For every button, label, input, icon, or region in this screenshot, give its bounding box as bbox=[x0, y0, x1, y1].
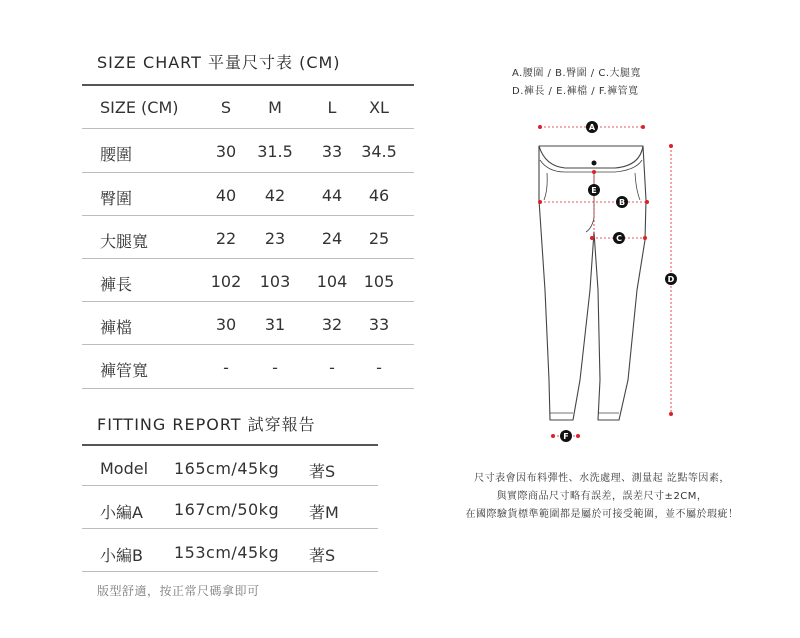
row-label-leg-opening: 褲管寬 bbox=[100, 361, 149, 380]
row-rule bbox=[82, 485, 378, 486]
svg-text:E: E bbox=[591, 186, 597, 195]
row-value: 44 bbox=[321, 186, 343, 205]
fitting-stats: 167cm/50kg bbox=[174, 500, 280, 519]
row-label-thigh: 大腿寬 bbox=[100, 232, 149, 251]
svg-text:D: D bbox=[667, 275, 675, 284]
fitting-title-rule bbox=[82, 444, 378, 446]
row-value: 25 bbox=[368, 229, 390, 248]
row-rule bbox=[82, 172, 414, 173]
size-chart-title: SIZE CHART 平量尺寸表 (CM) bbox=[97, 53, 341, 72]
marker-b bbox=[616, 196, 628, 208]
marker-e bbox=[588, 184, 600, 196]
row-value: 46 bbox=[368, 186, 390, 205]
fitting-name: 小編A bbox=[100, 503, 143, 522]
marker-f bbox=[560, 430, 572, 442]
row-value: 23 bbox=[264, 229, 286, 248]
row-value: 24 bbox=[321, 229, 343, 248]
row-label-rise: 褲檔 bbox=[100, 318, 133, 337]
row-rule bbox=[82, 528, 378, 529]
fitting-name: Model bbox=[100, 459, 149, 478]
row-value: - bbox=[376, 358, 382, 377]
row-value: 34.5 bbox=[361, 142, 397, 161]
row-value: 103 bbox=[259, 272, 291, 291]
row-value: - bbox=[223, 358, 229, 377]
size-header-m: M bbox=[268, 98, 282, 117]
svg-text:A: A bbox=[588, 123, 596, 132]
row-value: 32 bbox=[321, 315, 343, 334]
row-label-hip: 臀圍 bbox=[100, 189, 133, 208]
row-value: 31.5 bbox=[257, 142, 293, 161]
row-value: 33 bbox=[321, 142, 343, 161]
row-value: 42 bbox=[264, 186, 286, 205]
marker-c bbox=[613, 232, 625, 244]
row-value: - bbox=[329, 358, 335, 377]
svg-text:F: F bbox=[563, 432, 569, 441]
row-label-length: 褲長 bbox=[100, 275, 133, 294]
marker-d bbox=[665, 273, 677, 285]
row-value: 31 bbox=[264, 315, 286, 334]
legend-line-1: A.腰圍 / B.臀圍 / C.大腿寬 bbox=[512, 68, 641, 79]
size-header-xl: XL bbox=[369, 98, 389, 117]
fitting-wear: 著S bbox=[309, 462, 336, 481]
svg-text:B: B bbox=[618, 198, 626, 207]
disclaimer-line-3: 在國際驗貨標準範圍都是屬於可接受範圍，並不屬於瑕疵！ bbox=[465, 509, 739, 520]
size-chart-title-rule bbox=[82, 84, 414, 86]
row-rule bbox=[82, 215, 414, 216]
row-rule bbox=[82, 388, 414, 389]
row-value: 105 bbox=[363, 272, 395, 291]
button-dot bbox=[592, 161, 597, 166]
size-header-l: L bbox=[327, 98, 337, 117]
row-value: 22 bbox=[215, 229, 237, 248]
size-header-s: S bbox=[220, 98, 232, 117]
svg-text:C: C bbox=[616, 234, 622, 243]
fitting-name: 小編B bbox=[100, 546, 143, 565]
disclaimer-line-2: 與實際商品尺寸略有誤差，誤差尺寸±2CM， bbox=[496, 491, 708, 502]
legend-line-2: D.褲長 / E.褲檔 / F.褲管寬 bbox=[512, 86, 639, 97]
row-rule bbox=[82, 344, 414, 345]
row-value: 40 bbox=[215, 186, 237, 205]
row-rule bbox=[82, 128, 414, 129]
row-value: 104 bbox=[316, 272, 348, 291]
fitting-stats: 165cm/45kg bbox=[174, 459, 280, 478]
row-rule bbox=[82, 258, 414, 259]
row-rule bbox=[82, 301, 414, 302]
row-rule bbox=[82, 571, 378, 572]
marker-a bbox=[586, 121, 598, 133]
row-label-waist: 腰圍 bbox=[100, 145, 133, 164]
row-value: 30 bbox=[215, 315, 237, 334]
fitting-note: 版型舒適，按正常尺碼拿即可 bbox=[97, 584, 260, 598]
row-value: 33 bbox=[368, 315, 390, 334]
size-header-label: SIZE (CM) bbox=[100, 98, 179, 117]
fitting-wear: 著S bbox=[309, 546, 336, 565]
fitting-wear: 著M bbox=[309, 503, 339, 522]
row-value: - bbox=[272, 358, 278, 377]
pants-diagram bbox=[520, 110, 700, 450]
disclaimer-line-1: 尺寸表會因布料彈性、水洗處理、測量起 訖點等因素， bbox=[474, 473, 730, 484]
fitting-title: FITTING REPORT 試穿報告 bbox=[97, 415, 316, 434]
fitting-stats: 153cm/45kg bbox=[174, 543, 280, 562]
row-value: 102 bbox=[210, 272, 242, 291]
row-value: 30 bbox=[215, 142, 237, 161]
